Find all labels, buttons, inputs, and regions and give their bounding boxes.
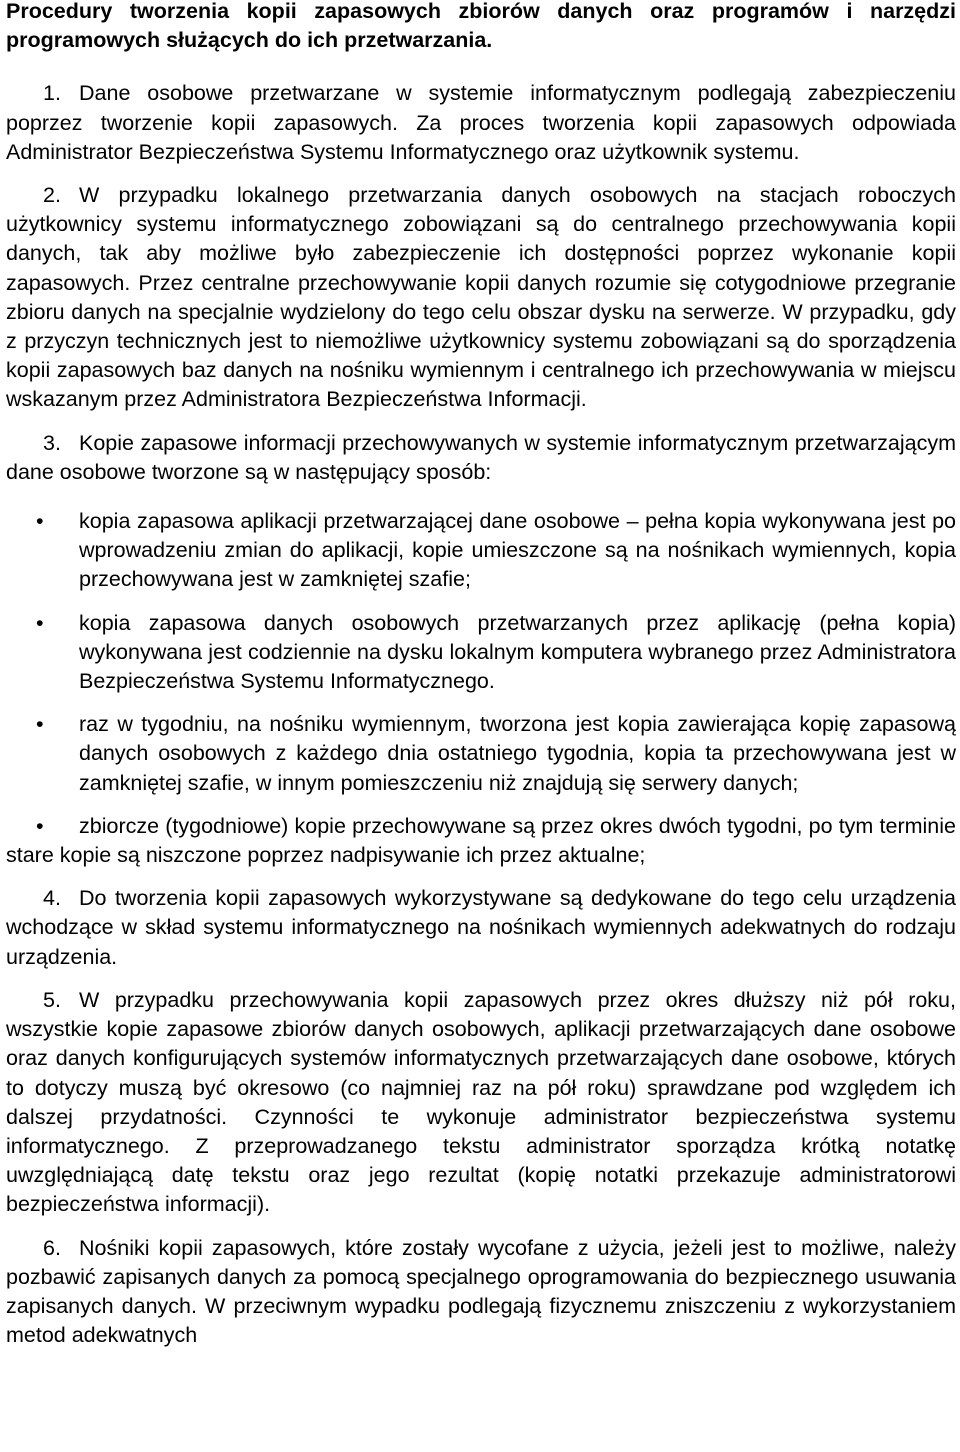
list-item-text: raz w tygodniu, na nośniku wymiennym, tworzona jest kopia zawierająca kopię zapasową danych osobowych z każdego dnia ostatniego tygodnia, kopia ta przechowywana jest w zamkniętej szafie, w innym pomieszczeniu niż znajdują się serwery danych; bbox=[79, 712, 956, 795]
paragraph-2 bbox=[6, 181, 956, 415]
paragraph-number: 3. bbox=[43, 430, 61, 455]
paragraph-text: W przypadku przechowywania kopii zapasowych przez okres dłuższy niż pół roku, wszystkie kopie zapasowe zbiorów danych osobowych, aplikacji przetwarzających dane osobowe oraz danych konfigurujących systemów informatycznych przetwarzających dane osobowe, których to dotyczy muszą być okresowo (co najmniej raz na pół roku) sprawdzane pod względem ich dalszej przydatności. Czynności te wykonuje administrator bezpieczeństwa systemu informatycznego. Z przeprowadzanego tekstu administrator sporządza krótką notatkę uwzględniającą datę tekstu oraz jego rezultat (kopię notatki przekazuje administratorowi bezpieczeństwa informacji). bbox=[6, 987, 956, 1217]
list-item bbox=[6, 507, 956, 595]
paragraph-3 bbox=[6, 429, 956, 487]
document-page bbox=[6, 0, 956, 1364]
paragraph-text: W przypadku lokalnego przetwarzania danych osobowych na stacjach roboczych użytkownicy systemu informatycznego zobowiązani są do centralnego przechowywania kopii danych, tak aby możliwe było zabezpieczenie ich dostępności poprzez wykonanie kopii zapasowych. Przez centralne przechowywanie kopii danych rozumie się cotygodniowe przegranie zbioru danych na specjalnie wydzielony do tego celu obszar dysku na serwerze. W przypadku, gdy z przyczyn technicznych jest to niemożliwe użytkownicy systemu zobowiązani są do sporządzenia kopii zapasowych baz danych na nośniku wymiennym i centralnego ich przechowywania w miejscu wskazanym przez Administratora Bezpieczeństwa Informacji. bbox=[6, 183, 956, 412]
paragraph-text: Nośniki kopii zapasowych, które zostały wycofane z użycia, jeżeli jest to możliwe, należy pozbawić zapisanych danych za pomocą specjalnego oprogramowania do bezpiecznego usuwania zapisanych danych. W przeciwnym wypadku podlegają fizycznemu zniszczeniu z wykorzystaniem metod adekwatnych bbox=[6, 1235, 956, 1348]
bullet-icon: • bbox=[36, 712, 44, 737]
paragraph-text: Do tworzenia kopii zapasowych wykorzystywane są dedykowane do tego celu urządzenia wchodzące w skład systemu informatycznego na nośnikach wymiennych adekwatnych do rodzaju urządzenia. bbox=[6, 886, 956, 969]
bullet-icon: • bbox=[36, 509, 44, 534]
paragraph-number: 1. bbox=[43, 81, 61, 106]
list-item bbox=[6, 710, 956, 798]
paragraph-1 bbox=[6, 79, 956, 167]
bullet-icon: • bbox=[36, 610, 44, 635]
paragraph-6 bbox=[6, 1234, 956, 1351]
paragraph-4 bbox=[6, 884, 956, 972]
backup-methods-list bbox=[6, 507, 956, 870]
paragraph-5 bbox=[6, 986, 956, 1220]
paragraph-number: 6. bbox=[43, 1235, 61, 1260]
paragraph-number: 5. bbox=[43, 987, 61, 1012]
list-item-text: kopia zapasowa aplikacji przetwarzającej dane osobowe – pełna kopia wykonywana jest po wprowadzeniu zmian do aplikacji, kopie umieszczone są na nośnikach wymiennych, kopia przechowywana jest w zamkniętej szafie; bbox=[79, 509, 956, 592]
paragraph-number: 2. bbox=[43, 183, 61, 208]
list-item-text: kopia zapasowa danych osobowych przetwarzanych przez aplikację (pełna kopia) wykonywana jest codziennie na dysku lokalnym komputera wybranego przez Administratora Bezpieczeństwa Systemu Informatycznego. bbox=[79, 610, 956, 694]
list-item bbox=[6, 812, 956, 870]
paragraph-text: Kopie zapasowe informacji przechowywanych w systemie informatycznym przetwarzającym dane osobowe tworzone są w następujący sposób: bbox=[6, 430, 956, 484]
document-title: Procedury tworzenia kopii zapasowych zbiorów danych oraz programów i narzędzi programowych służących do ich przetwarzania. bbox=[6, 0, 956, 53]
paragraph-number: 4. bbox=[43, 886, 61, 911]
list-item bbox=[6, 609, 956, 697]
bullet-icon: • bbox=[36, 813, 44, 838]
list-item-text: zbiorcze (tygodniowe) kopie przechowywane są przez okres dwóch tygodni, po tym terminie stare kopie są niszczone poprzez nadpisywanie ich przez aktualne; bbox=[6, 813, 956, 868]
paragraph-text: Dane osobowe przetwarzane w systemie informatycznym podlegają zabezpieczeniu poprzez tworzenie kopii zapasowych. Za proces tworzenia kopii zapasowych odpowiada Administrator Bezpieczeństwa Systemu Informatycznego oraz użytkownik systemu. bbox=[6, 81, 956, 164]
